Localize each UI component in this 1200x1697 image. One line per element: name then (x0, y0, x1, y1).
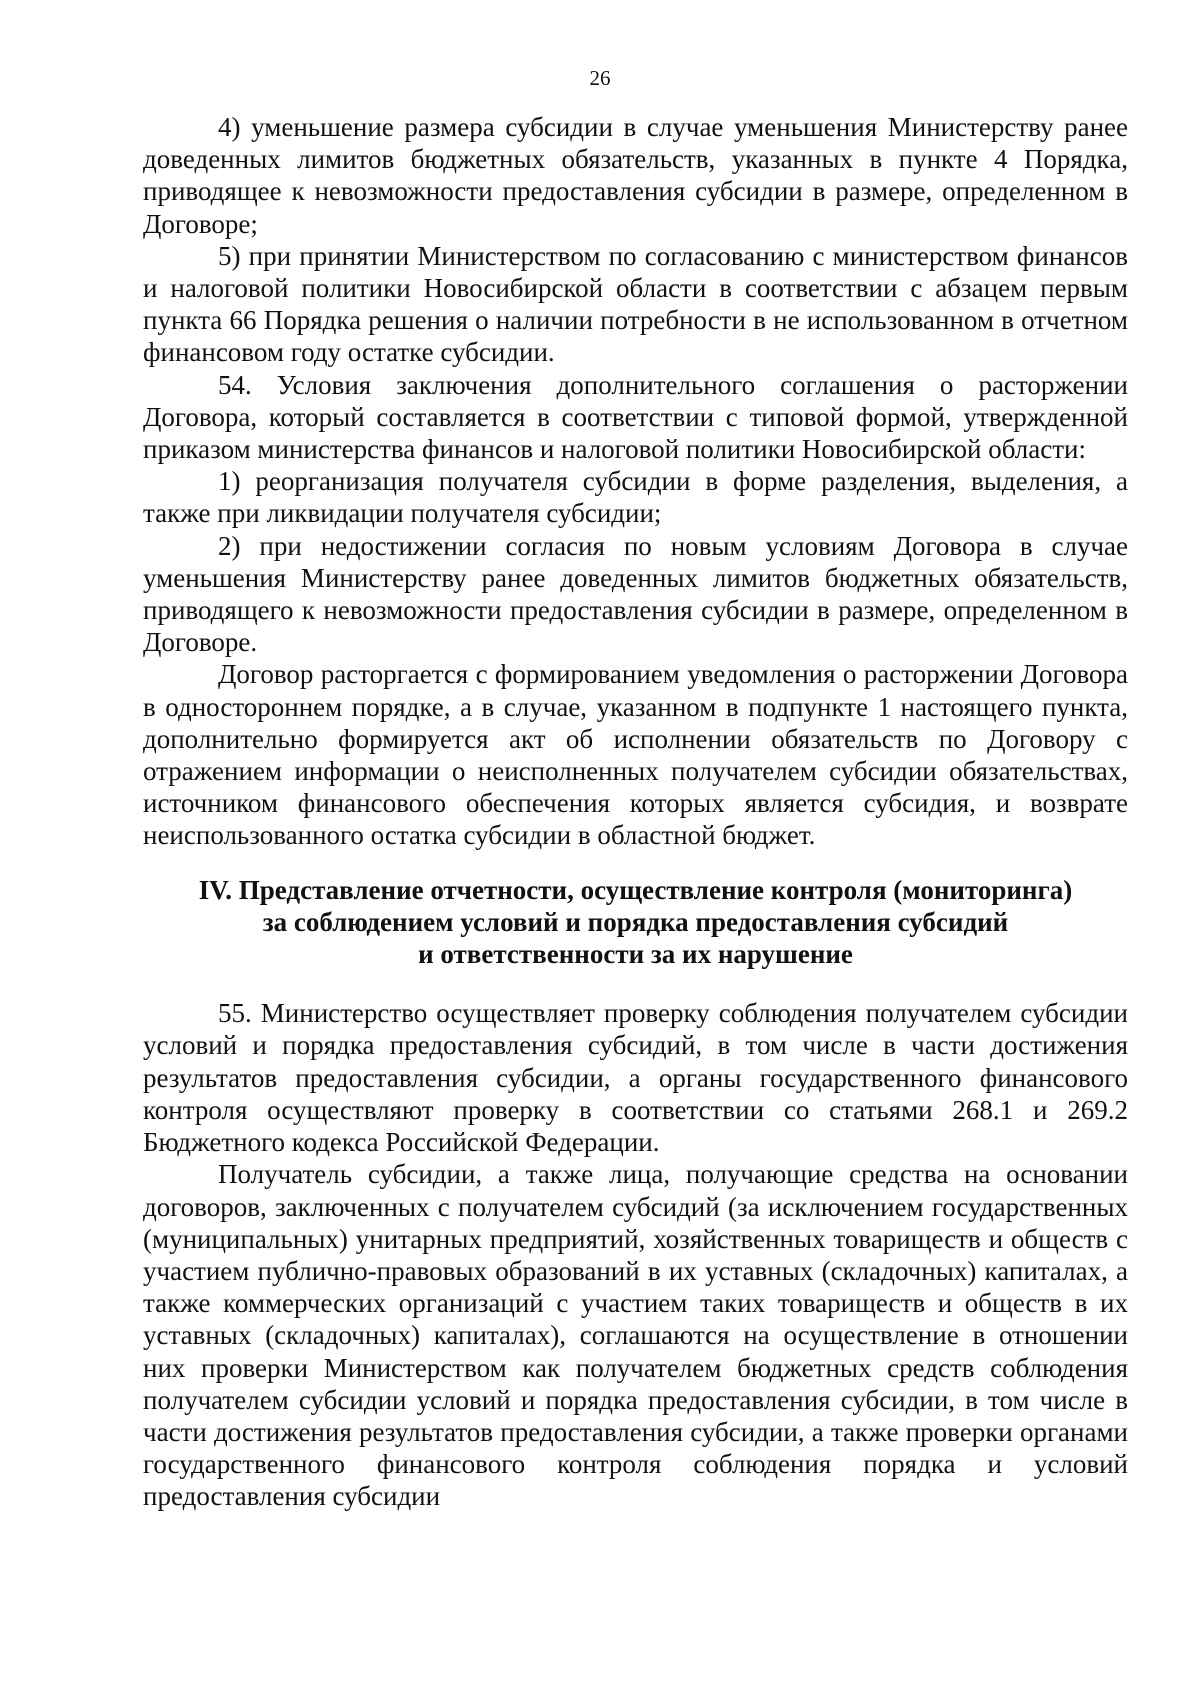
document-body (143, 111, 1128, 1513)
termination-paragraph: Договор расторгается с формированием уведомления о расторжении Договора в одностороннем порядке, а в случае, указанном в подпункте 1 настоящего пункта, дополнительно формируется акт об исполнении обязательств по Договору с отражением информации о неисполненных получателем субсидии обязательствах, источником финансового обеспечения которых является субсидия, и возврате неиспользованного остатка субсидии в областной бюджет. (143, 659, 1128, 851)
clause-54-item-1-paragraph: 1) реорганизация получателя субсидии в форме разделения, выделения, а также при ликвидации получателя субсидии; (143, 466, 1128, 529)
recipient-consent-paragraph: Получатель субсидии, а также лица, получающие средства на основании договоров, заключенных с получателем субсидий (за исключением государственных (муниципальных) унитарных предприятий, хозяйственных товариществ и обществ с участием публично-правовых образований в их уставных (складочных) капиталах, а также коммерческих организаций с участием таких товариществ и обществ в их уставных (складочных) капиталах), соглашаются на осуществление в отношении них проверки Министерством как получателем бюджетных средств соблюдения получателем субсидии условий и порядка предоставления субсидии, в том числе в части достижения результатов предоставления субсидии, а также проверки органами государственного финансового контроля соблюдения порядка и условий предоставления субсидии (143, 1159, 1128, 1512)
section-heading-line-3: и ответственности за их нарушение (418, 939, 853, 970)
item-5-paragraph: 5) при принятии Министерством по согласованию с министерством финансов и налоговой политики Новосибирской области в соответствии с абзацем первым пункта 66 Порядка решения о наличии потребности в не использованном в отчетном финансовом году остатке субсидии. (143, 240, 1128, 368)
section-heading-line-1: IV. Представление отчетности, осуществление контроля (мониторинга) (198, 874, 1073, 905)
page-number: 26 (589, 66, 611, 90)
section-heading (143, 874, 1128, 971)
clause-54-item-2-paragraph: 2) при недостижении согласия по новым условиям Договора в случае уменьшения Министерству ранее доведенных лимитов бюджетных обязательств, приводящего к невозможности предоставления субсидии в размере, определенном в Договоре. (143, 530, 1128, 658)
clause-55-paragraph: 55. Министерство осуществляет проверку соблюдения получателем субсидии условий и порядка предоставления субсидий, в том числе в части достижения результатов предоставления субсидии, а органы государственного финансового контроля осуществляют проверку в соответствии со статьями 268.1 и 269.2 Бюджетного кодекса Российской Федерации. (143, 998, 1128, 1158)
section-heading-line-2: за соблюдением условий и порядка предоставления субсидий (262, 906, 1009, 937)
item-4-paragraph: 4) уменьшение размера субсидии в случае уменьшения Министерству ранее доведенных лимитов бюджетных обязательств, указанных в пункте 4 Порядка, приводящее к невозможности предоставления субсидии в размере, определенном в Договоре; (143, 112, 1128, 239)
clause-54-paragraph: 54. Условия заключения дополнительного соглашения о расторжении Договора, который составляется в соответствии с типовой формой, утвержденной приказом министерства финансов и налоговой политики Новосибирской области: (143, 369, 1128, 465)
